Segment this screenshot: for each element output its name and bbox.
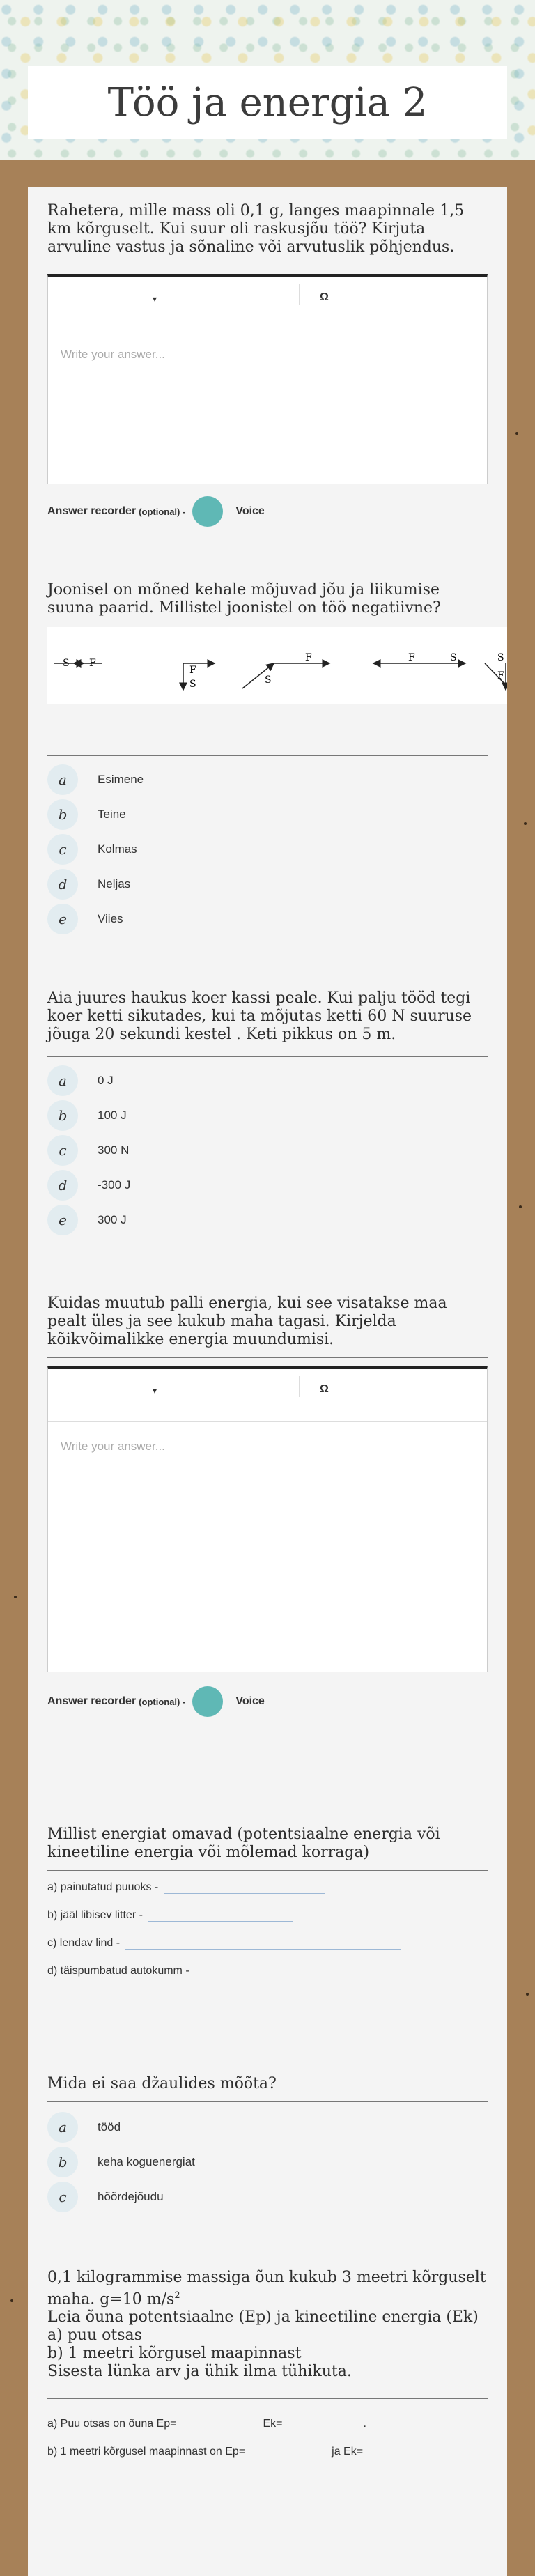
figure-label: F xyxy=(89,658,96,669)
answer-recorder-4 xyxy=(47,1686,488,1717)
divider xyxy=(47,2101,488,2102)
page-title: Töö ja energia 2 xyxy=(107,80,428,125)
answer-input-1[interactable]: Write your answer... xyxy=(61,348,165,361)
background-speckle xyxy=(515,432,518,435)
background-speckle xyxy=(10,2299,13,2302)
force-diagram xyxy=(47,627,507,704)
option-label: 0 J xyxy=(98,1074,114,1087)
option-letter: e xyxy=(47,904,78,934)
fill-row-7b xyxy=(47,2437,488,2458)
figure-label: S xyxy=(63,658,70,669)
divider xyxy=(47,1357,488,1358)
question-2-options xyxy=(47,762,488,936)
fill-row-7a xyxy=(47,2409,488,2430)
fill-label: d) täispumbatud autokumm - xyxy=(47,1965,189,1977)
option-label: Viies xyxy=(98,912,123,925)
option-label: 300 N xyxy=(98,1143,130,1157)
figure-label: S xyxy=(265,674,272,686)
option-b[interactable] xyxy=(47,1098,488,1133)
option-label: Kolmas xyxy=(98,842,137,856)
option-letter: a xyxy=(47,2112,78,2143)
format-dropdown-icon[interactable]: ▾ xyxy=(153,294,157,304)
option-a[interactable] xyxy=(47,762,488,797)
toolbar-separator xyxy=(299,284,300,305)
figure-label: F xyxy=(497,670,504,681)
question-3-options xyxy=(47,1063,488,1237)
fill-row-b xyxy=(47,1901,488,1922)
special-characters-icon[interactable]: Ω xyxy=(320,1383,329,1395)
superscript: 2 xyxy=(174,2290,180,2301)
recorder-label: Answer recorder xyxy=(47,505,137,517)
fill-label: a) Puu otsas on õuna Ep= xyxy=(47,2418,177,2430)
recorder-optional: (optional) - xyxy=(139,506,186,517)
option-label: keha koguenergiat xyxy=(98,2155,195,2168)
option-b[interactable] xyxy=(47,797,488,832)
option-a[interactable] xyxy=(47,1063,488,1098)
option-letter: a xyxy=(47,764,78,795)
question-7-line-2: Leia õuna potentsiaalne (Ep) ja kineetiline energia (Ek) xyxy=(47,2308,479,2327)
fill-label: ja Ek= xyxy=(332,2446,364,2458)
force-direction-figure xyxy=(47,627,507,704)
option-label: -300 J xyxy=(98,1178,131,1191)
fill-blank-d[interactable] xyxy=(195,1965,352,1977)
fill-row-a xyxy=(47,1873,488,1894)
figure-label: F xyxy=(189,665,196,676)
option-label: 300 J xyxy=(98,1213,127,1226)
question-7-line-1: 0,1 kilogrammise massiga õun kukub 3 meetri kõrguselt maha. g=10 m/s xyxy=(47,2269,486,2308)
option-label: tööd xyxy=(98,2120,121,2134)
option-letter: a xyxy=(47,1065,78,1096)
fill-label: Ek= xyxy=(263,2418,283,2430)
option-b[interactable] xyxy=(47,2145,488,2180)
fill-label: c) lendav lind - xyxy=(47,1937,121,1949)
option-label: hõõrdejõudu xyxy=(98,2190,164,2203)
option-e[interactable] xyxy=(47,902,488,936)
question-7-text xyxy=(47,2269,488,2381)
option-label: Neljas xyxy=(98,877,131,890)
question-3-text: Aia juures haukus koer kassi peale. Kui palju tööd tegi koer ketti sikutades, kui ta mõjutas ketti 60 N suuruse jõuga 20 sekundi kestel . Keti pikkus on 5 m. xyxy=(47,989,472,1043)
fill-label: a) painutatud puuoks - xyxy=(47,1881,159,1893)
question-7-line-5: Sisesta lünka arv ja ühik ilma tühikuta. xyxy=(47,2363,352,2381)
fill-label: b) 1 meetri kõrgusel maapinnast on Ep= xyxy=(47,2446,246,2458)
recorder-label: Answer recorder xyxy=(47,1695,137,1707)
question-4-text: Kuidas muutub palli energia, kui see visatakse maa pealt üles ja see kukub maha tagasi. Kirjelda kõikvõimalikke energia muundumisi. xyxy=(47,1295,447,1348)
figure-label: S xyxy=(497,652,504,663)
title-band xyxy=(28,66,507,139)
figure-label: S xyxy=(450,652,457,663)
question-6-options xyxy=(47,2110,488,2214)
figure-label: F xyxy=(305,652,312,663)
question-5-text: Millist energiat omavad (potentsiaalne energia või kineetiline energia või mõlemad korraga) xyxy=(47,1826,440,1861)
option-a[interactable] xyxy=(47,2110,488,2145)
answer-box-4[interactable] xyxy=(47,1366,488,1672)
option-letter: c xyxy=(47,1135,78,1166)
option-letter: c xyxy=(47,834,78,865)
option-letter: d xyxy=(47,869,78,900)
option-c[interactable] xyxy=(47,832,488,867)
option-label: 100 J xyxy=(98,1109,127,1122)
voice-label: Voice xyxy=(235,505,265,517)
toolbar-separator xyxy=(299,1376,300,1397)
option-letter: c xyxy=(47,2182,78,2212)
question-6-text: Mida ei saa džaulides mõõta? xyxy=(47,2075,277,2092)
recorder-optional: (optional) - xyxy=(139,1696,186,1707)
background-speckle xyxy=(526,1993,529,1996)
option-d[interactable] xyxy=(47,1168,488,1203)
answer-box-1[interactable] xyxy=(47,274,488,484)
format-dropdown-icon[interactable]: ▾ xyxy=(153,1386,157,1396)
special-characters-icon[interactable]: Ω xyxy=(320,291,329,303)
background-speckle xyxy=(524,822,527,825)
fill-blank-a[interactable] xyxy=(164,1881,325,1894)
option-letter: e xyxy=(47,1205,78,1235)
option-letter: d xyxy=(47,1170,78,1201)
divider xyxy=(47,755,488,756)
ek-blank-a[interactable] xyxy=(288,2418,357,2430)
fill-blank-b[interactable] xyxy=(148,1909,293,1922)
ep-blank-a[interactable] xyxy=(182,2418,251,2430)
option-c[interactable] xyxy=(47,1133,488,1168)
divider xyxy=(47,1870,488,1871)
divider xyxy=(47,2398,488,2399)
question-2-text: Joonisel on mõned kehale mõjuvad jõu ja liikumise suuna paarid. Millistel joonistel on töö negatiivne? xyxy=(47,581,441,617)
worksheet xyxy=(28,187,507,2576)
voice-record-button[interactable] xyxy=(192,1686,223,1717)
fill-label: b) jääl libisev litter - xyxy=(47,1909,143,1921)
background-speckle xyxy=(14,1596,17,1598)
option-label: Teine xyxy=(98,808,126,821)
question-7-line-4: b) 1 meetri kõrgusel maapinnast xyxy=(47,2345,302,2363)
ek-blank-b[interactable] xyxy=(369,2446,438,2458)
fill-label: . xyxy=(363,2418,366,2430)
question-7-line-3: a) puu otsas xyxy=(47,2327,142,2345)
editor-toolbar xyxy=(48,277,487,330)
figure-label: F xyxy=(408,652,415,663)
option-d[interactable] xyxy=(47,867,488,902)
background-speckle xyxy=(519,1205,522,1208)
option-c[interactable] xyxy=(47,2180,488,2214)
voice-record-button[interactable] xyxy=(192,496,223,527)
answer-input-4[interactable]: Write your answer... xyxy=(61,1440,165,1453)
divider xyxy=(47,1056,488,1057)
editor-toolbar xyxy=(48,1369,487,1422)
option-letter: b xyxy=(47,2147,78,2177)
fill-row-d xyxy=(47,1957,488,1977)
option-letter: b xyxy=(47,1100,78,1131)
question-1-text: Rahetera, mille mass oli 0,1 g, langes maapinnale 1,5 km kõrguselt. Kui suur oli raskusjõu töö? Kirjuta arvuline vastus ja sõnaline või arvutuslik põhjendus. xyxy=(47,202,465,256)
figure-label: S xyxy=(189,679,196,690)
option-letter: b xyxy=(47,799,78,830)
fill-blank-c[interactable] xyxy=(125,1937,401,1950)
answer-recorder-1 xyxy=(47,496,488,527)
ep-blank-b[interactable] xyxy=(251,2446,320,2458)
fill-row-c xyxy=(47,1929,488,1950)
option-label: Esimene xyxy=(98,773,144,786)
voice-label: Voice xyxy=(235,1695,265,1707)
option-e[interactable] xyxy=(47,1203,488,1237)
